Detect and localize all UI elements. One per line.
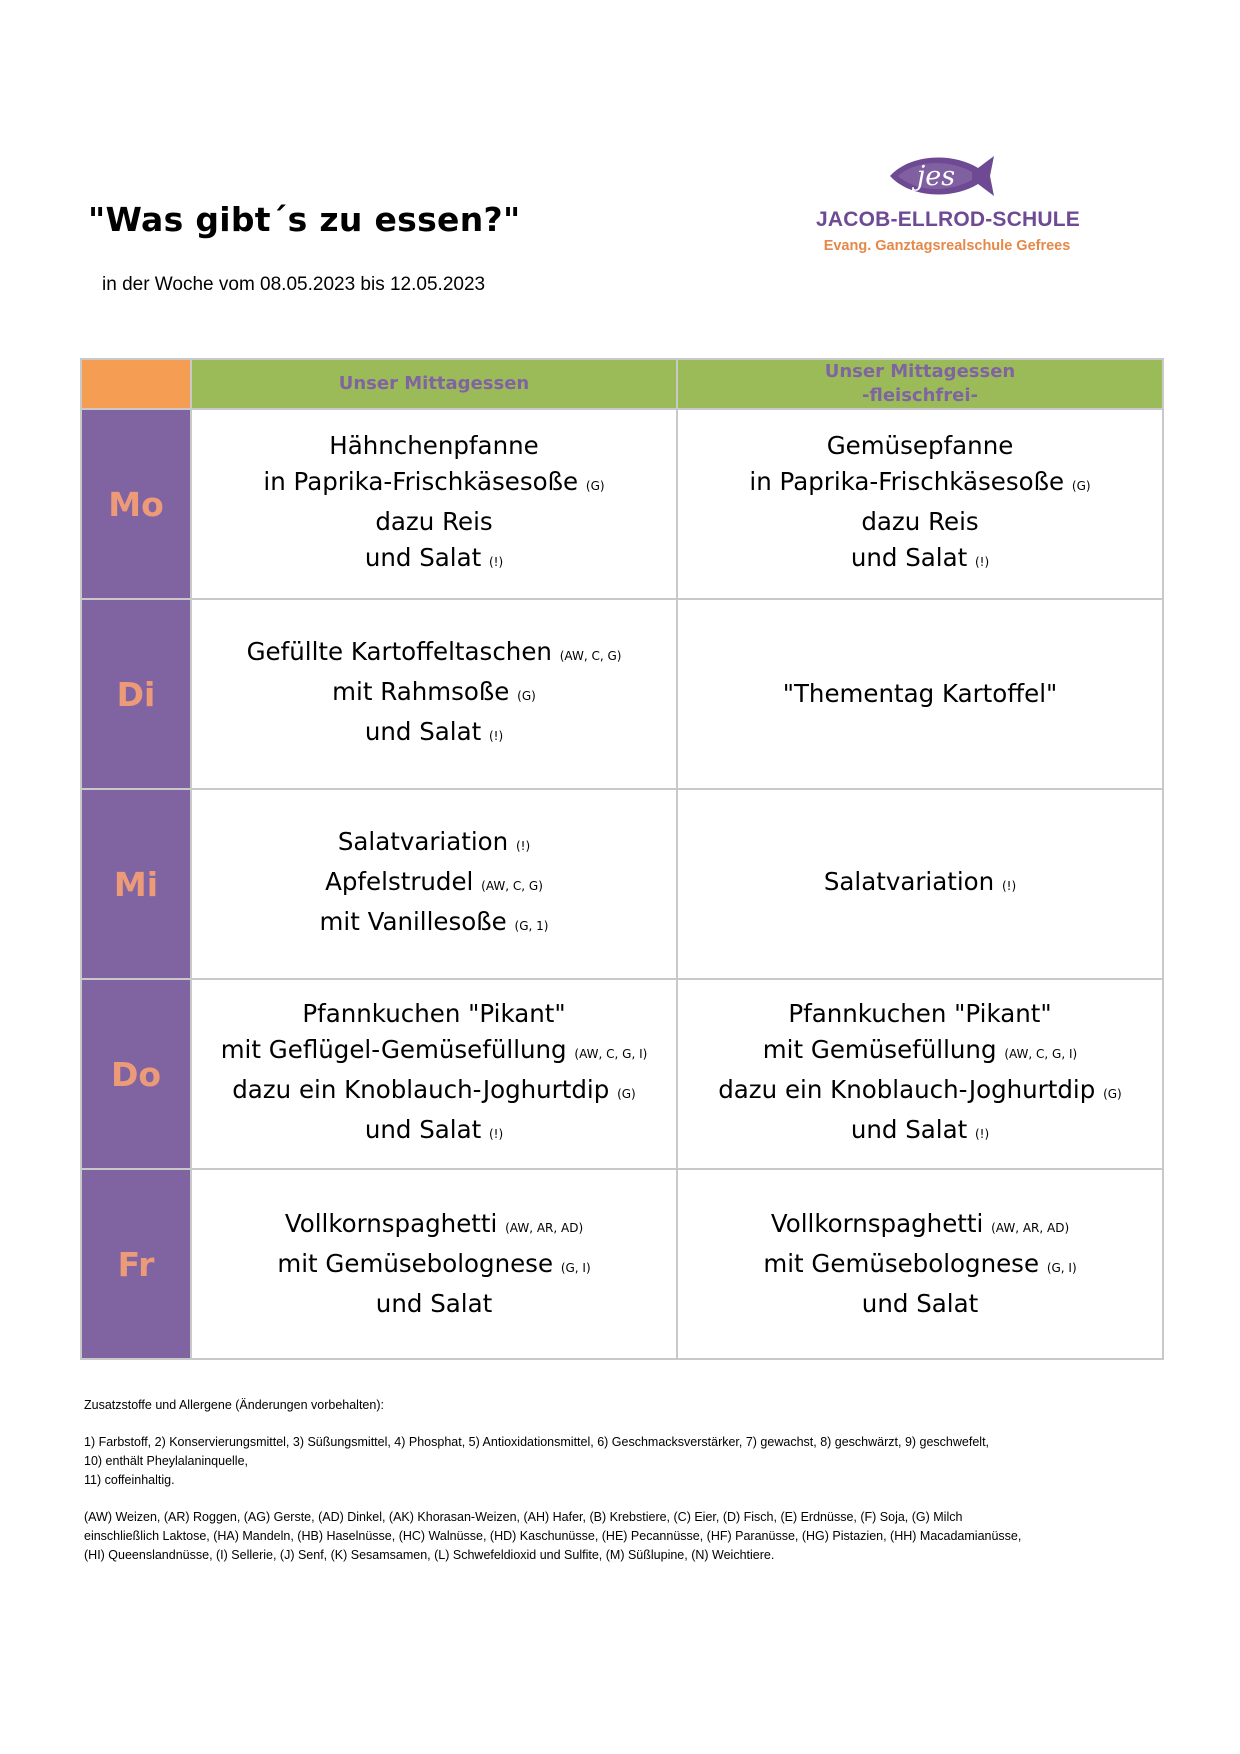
dish-line	[678, 676, 1162, 712]
dish-cell-regular	[191, 789, 677, 979]
dish-cell-vegetarian	[677, 409, 1163, 599]
allergens-list	[84, 1508, 1166, 1565]
dish-cell-vegetarian	[677, 789, 1163, 979]
dish-line	[192, 1286, 676, 1322]
dish-line	[192, 428, 676, 464]
allergens-line: (AW) Weizen, (AR) Roggen, (AG) Gerste, (AD) Dinkel, (AK) Khorasan-Weizen, (AH) Hafer, (B) Krebstiere, (C) Eier, (D) Fisch, (E) Erdnüsse, (F) Soja, (G) Milch	[84, 1510, 963, 1524]
fish-logo-icon	[886, 150, 998, 202]
allergen-tag: (!)	[515, 839, 531, 853]
dish-text: und Salat	[861, 1289, 979, 1318]
additives-line: 1) Farbstoff, 2) Konservierungsmittel, 3) Süßungsmittel, 4) Phosphat, 5) Antioxidationsmittel, 6) Geschmacksverstärker, 7) gewachst, 8) geschwärzt, 9) geschwefelt,	[84, 1435, 990, 1449]
dish-line	[192, 540, 676, 580]
menu-day-row	[81, 599, 1163, 789]
allergen-tag: (AW, C, G)	[559, 649, 622, 663]
dish-text: Pfannkuchen "Pikant"	[788, 999, 1052, 1028]
logo-monogram: jes	[916, 161, 956, 192]
footnotes-heading: Zusatzstoffe und Allergene (Änderungen vorbehalten):	[84, 1398, 384, 1412]
dish-text: in Paprika-Frischkäsesoße	[749, 467, 1065, 496]
dish-text: und Salat	[850, 543, 968, 572]
dish-text: Hähnchenpfanne	[329, 431, 539, 460]
dish-line	[192, 1206, 676, 1246]
allergen-tag: (G)	[1103, 1087, 1122, 1101]
dish-line	[678, 504, 1162, 540]
allergen-tag: (!)	[1001, 879, 1017, 893]
dish-text: "Thementag Kartoffel"	[782, 679, 1058, 708]
allergen-tag: (AW, AR, AD)	[505, 1221, 584, 1235]
dish-line	[192, 504, 676, 540]
dish-cell-regular	[191, 409, 677, 599]
dish-line	[678, 428, 1162, 464]
dish-line	[678, 464, 1162, 504]
allergen-tag: (G, 1)	[514, 919, 549, 933]
dish-line	[192, 1032, 676, 1072]
additives-list	[84, 1433, 1166, 1490]
dish-text: Salatvariation	[823, 867, 995, 896]
dish-text: mit Rahmsoße	[332, 677, 510, 706]
dish-text: dazu Reis	[375, 507, 493, 536]
allergen-tag: (G)	[617, 1087, 636, 1101]
allergen-tag: (G)	[585, 479, 605, 493]
dish-cell-regular	[191, 599, 677, 789]
allergen-tag: (G, I)	[560, 1261, 591, 1275]
dish-text: Gefüllte Kartoffeltaschen	[246, 637, 552, 666]
additives-line: 10) enthält Pheylalaninquelle,	[84, 1454, 249, 1468]
allergen-tag: (!)	[975, 1127, 990, 1141]
dish-line	[678, 1112, 1162, 1152]
dish-text: Salatvariation	[337, 827, 509, 856]
logo-school-name: JACOB-ELLROD-SCHULE	[816, 208, 1080, 231]
column-header-vegetarian-line2: -fleischfrei-	[862, 385, 978, 406]
dish-text: mit Gemüsefüllung	[762, 1035, 997, 1064]
day-label: Mo	[81, 409, 191, 599]
column-header-regular-label: Unser Mittagessen	[338, 373, 530, 394]
dish-cell-vegetarian	[677, 599, 1163, 789]
menu-table	[80, 358, 1164, 1360]
menu-day-row	[81, 979, 1163, 1169]
dish-text: dazu ein Knoblauch-Joghurtdip	[718, 1075, 1096, 1104]
allergen-tag: (AW, C, G)	[481, 879, 543, 893]
allergen-tag: (AW, AR, AD)	[991, 1221, 1070, 1235]
dish-text: mit Vanillesoße	[319, 907, 507, 936]
dish-cell-regular	[191, 979, 677, 1169]
allergens-line: (HI) Queenslandnüsse, (I) Sellerie, (J) Senf, (K) Sesamsamen, (L) Schwefeldioxid und Sulfite, (M) Süßlupine, (N) Weichtiere.	[84, 1548, 775, 1562]
dish-line	[678, 1246, 1162, 1286]
allergen-tag: (!)	[489, 1127, 504, 1141]
day-label: Fr	[81, 1169, 191, 1359]
dish-line	[678, 1286, 1162, 1322]
dish-text: mit Geflügel-Gemüsefüllung	[220, 1035, 567, 1064]
column-header-vegetarian	[677, 359, 1163, 409]
dish-cell-vegetarian	[677, 1169, 1163, 1359]
dish-text: Vollkornspaghetti	[770, 1209, 984, 1238]
column-header-regular	[191, 359, 677, 409]
dish-text: und Salat	[364, 1115, 482, 1144]
dish-text: in Paprika-Frischkäsesoße	[263, 467, 579, 496]
dish-line	[192, 864, 676, 904]
dish-line	[192, 1112, 676, 1152]
additives-line: 11) coffeinhaltig.	[84, 1473, 175, 1487]
dish-text: und Salat	[850, 1115, 968, 1144]
school-logo	[816, 150, 1078, 260]
menu-day-row	[81, 1169, 1163, 1359]
dish-line	[678, 1032, 1162, 1072]
menu-day-row	[81, 409, 1163, 599]
dish-line	[678, 996, 1162, 1032]
dish-text: dazu Reis	[861, 507, 979, 536]
dish-line	[678, 1072, 1162, 1112]
dish-line	[192, 714, 676, 754]
page-title: "Was gibt´s zu essen?"	[88, 200, 521, 239]
day-label: Di	[81, 599, 191, 789]
column-header-vegetarian-line1: Unser Mittagessen	[824, 361, 1016, 382]
menu-day-row	[81, 789, 1163, 979]
menu-header-row	[81, 359, 1163, 409]
dish-line	[678, 540, 1162, 580]
dish-text: Vollkornspaghetti	[284, 1209, 498, 1238]
dish-text: dazu ein Knoblauch-Joghurtdip	[232, 1075, 610, 1104]
dish-cell-regular	[191, 1169, 677, 1359]
dish-line	[678, 1206, 1162, 1246]
dish-line	[192, 1246, 676, 1286]
dish-text: Pfannkuchen "Pikant"	[302, 999, 566, 1028]
allergen-tag: (!)	[975, 555, 990, 569]
logo-school-subtitle: Evang. Ganztagsrealschule Gefrees	[823, 238, 1071, 254]
dish-line	[192, 634, 676, 674]
footnotes	[84, 1396, 1166, 1583]
dish-cell-vegetarian	[677, 979, 1163, 1169]
dish-text: mit Gemüsebolognese	[763, 1249, 1040, 1278]
dish-text: Gemüsepfanne	[826, 431, 1014, 460]
dish-text: Apfelstrudel	[325, 867, 474, 896]
day-label: Mi	[81, 789, 191, 979]
allergen-tag: (!)	[489, 555, 504, 569]
allergen-tag: (G)	[1071, 479, 1091, 493]
week-range: in der Woche vom 08.05.2023 bis 12.05.2023	[102, 274, 486, 295]
dish-line	[192, 904, 676, 944]
dish-text: und Salat	[375, 1289, 493, 1318]
dish-line	[192, 1072, 676, 1112]
dish-line	[678, 864, 1162, 904]
dish-text: mit Gemüsebolognese	[277, 1249, 554, 1278]
dish-line	[192, 674, 676, 714]
allergens-line: einschließlich Laktose, (HA) Mandeln, (HB) Haselnüsse, (HC) Walnüsse, (HD) Kaschunüsse, (HE) Pecannüsse, (HF) Paranüsse, (HG) Pistazien, (HH) Macadamianüsse,	[84, 1529, 1022, 1543]
dish-line	[192, 464, 676, 504]
header-corner-cell	[81, 359, 191, 409]
allergen-tag: (AW, C, G, I)	[1004, 1047, 1078, 1061]
day-label: Do	[81, 979, 191, 1169]
dish-line	[192, 996, 676, 1032]
allergen-tag: (G, I)	[1046, 1261, 1077, 1275]
dish-text: und Salat	[364, 717, 482, 746]
allergen-tag: (G)	[517, 689, 536, 703]
menu-body	[81, 409, 1163, 1359]
dish-line	[192, 824, 676, 864]
allergen-tag: (!)	[489, 729, 504, 743]
dish-text: und Salat	[364, 543, 482, 572]
allergen-tag: (AW, C, G, I)	[574, 1047, 648, 1061]
